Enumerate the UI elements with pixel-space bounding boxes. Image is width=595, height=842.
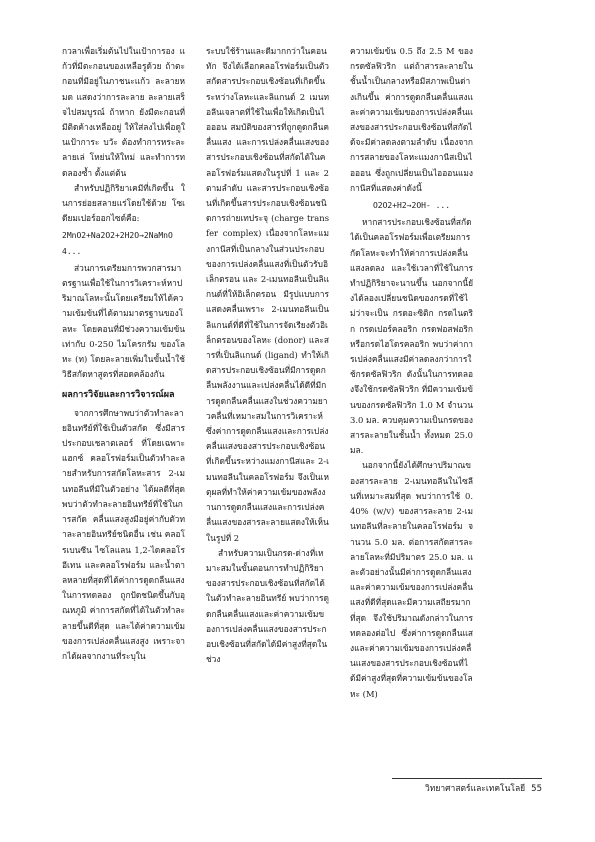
chemical-equation: 2MnO2+Na2O2+2H2O→2NaMnO4... — [62, 231, 173, 256]
paragraph: สำหรับปฏิกิริยาเคมีที่เกิดขึ้น ในการย่อยสลายแร่โดยใช้ด้วย โซเดียมเปอร์ออกไซด์คือ: — [62, 182, 185, 224]
paragraph: ระบบใช้ร้านและดีมากกว่าในคอนทัก จึงได้เลือกคลอโรฟอร์มเป็นตัวสกัดสารประกอบเชิงซ้อนที่เกิดขึ้นระหว่างโลหะและลิแกนด์ 2 เมนทอลีนเจลาตที่ใช้ในเพื่อให้เกิดเป็นไอออน สมบัติของสารที่ถูกดูดกลืนคลื่นแสง และการเปล่งคลื่นแสงของสารประกอบเชิงซ้อนที่สกัดได้ในคลอโรฟอร์มแสดงในรูปที่ 1 และ 2 ตามลำดับ และสารประกอบเชิงซ้อนที่เกิดขึ้นสารประกอบเชิงซ้อนชนิดการถ่ายเทประจุ (charge transfer complex) เนื่องจากโลหะแมงกานีสที่เป็นกลางในส่วนประกอบของการเปล่งคลื่นแสงที่เป็นตัวรับอิเล็กตรอน และ 2-เมนทอลีนเป็นลิแกนด์ที่ให้อิเล็กตรอน มีรูปแบบการแสดงคลื่นเพราะ 2-เมนทอลีนเป็นลิแกนด์ที่ดีที่ใช้ในการจัดเรียงตัวอิเล็กตรอนของโลหะ (donor) และสารที่เป็นลิแกนด์ (ligand) ทำให้เกิดสารประกอบเชิงซ้อนที่มีการดูดกลืนพลังงานและเปล่งคลื่นได้ดีที่มีการดูดกลืนคลื่นแสงในช่วงความยาวคลื่นที่เหมาะสมในการวิเคราะห์ ซึ่งค่าการดูดกลืนแสงและการเปล่งคลื่นแสงของสารประกอบเชิงซ้อนที่เกิดขึ้นระหว่างแมงกานีสและ 2-เมนทอลีนในคลอโรฟอร์ม จึงเป็นเหตุผลที่ทำให้ค่าความเข้มของพลังงานการดูดกลืนแสงและการเปล่งคลื่นแสงของสารละลายแสดงให้เห็นในรูปที่ 2 — [206, 46, 329, 543]
paragraph: หากสารประกอบเชิงซ้อนที่สกัดได้เป็นคลอโรฟอร์มเพื่อเตรียมการกัดโลหะจะทำให้ค่าการเปล่งคลื่นแสงลดลง และใช้เวลาที่ใช้ในการทำปฏิกิริยาจะนานขึ้น นอกจากนี้ยังได้ลองเปลี่ยนชนิดของกรดที่ใช้ไม่ว่าจะเป็น กรดอะซิติก กรดไนตริก กรดเปอร์คลอริก กรดฟอสฟอริก หรือกรดไฮโดรคลอริก พบว่าค่าการเปล่งคลื่นแสงมีค่าลดลงกว่าการใช้กรดซัลฟิวริก ดังนั้นในการทดลองจึงใช้กรดซัลฟิวริก ที่มีความเข้มข้นของกรดซัลฟิวริก 1.0 M จำนวน 3.0 มล. ควบคุมความเป็นกรดของสารละลายในชั้นน้ำ ทั้งหมด 25.0 มล. — [350, 217, 473, 456]
section-heading: ผลการวิจัยและการวิจารณ์ผล — [62, 390, 175, 401]
paragraph: จากการศึกษาพบว่าตัวทำละลายอินทรีย์ที่ใช้เป็นตัวสกัด ซึ่งมีสารประกอบเชลาตเลอร์ ที่โดยเฉพาะ แฮกซ์ คลอโรฟอร์มเป็นตัวทำละลายสำหรับการสกัดโลหะสาร 2-เมนทอลีนที่มีในตัวอย่าง ได้ผลดีที่สุด พบว่าตัวทำละลายอินทรีย์ที่ใช้ในการสกัด คลื่นแสงสูงมีอยู่ค่ากับตัวทำละลายอินทรีย์ชนิดอื่น เช่น คลอโรเบนซีน ไซโลแลน 1,2-ไดคลอโรอีเทน และคลอโรฟอร์ม และน้ำตาลหลายที่สุดที่ได้ค่าการดูดกลืนแสงในการทดลอง ถูกปัดชนิดขึ้นกับอุณหภูมิ ค่าการสกัดที่ได้ในตัวทำละลายขึ้นดีที่สุด และได้ค่าความเข้มของการเปล่งคลื่นแสงสูง เพราะจากได้ผลจากงานที่ระบุใน — [62, 407, 185, 661]
journal-name: วิทยาศาสตร์และเทคโนโลยี — [425, 784, 526, 794]
paragraph: ความเข้มข้น 0.5 ถึง 2.5 M ของกรดซัลฟิวริก แต่ถ้าสารละลายในชั้นน้ำเป็นกลางหรือมีสภาพเป็นด่างเกินขึ้น ค่าการดูดกลืนคลื่นแสงและค่าความเข้มของการเปล่งคลื่นแสงของสารประกอบเชิงซ้อนที่สกัดได้จะมีค่าลดลงตามลำดับ เนื่องจากการสลายของโลหะแมงกานีสเป็นไอออน ซึ่งถูกเปลี่ยนเป็นไอออนแมงกานีสที่แสดงค่าดังนี้ — [350, 46, 473, 193]
page-number: 55 — [531, 784, 542, 794]
chemical-equation: O2O2+H2→2OH- ... — [372, 201, 451, 211]
page-footer — [392, 778, 542, 795]
paragraph: กวลาเพื่อเริ่มต้นไปในเป้าการอง แก้วที่มีตะกอนของเหลือรูด้วย ถ้าตะกอนที่มีอยู่ในภาชนะแก้ว ละลายหมด แสดงว่าการละลาย ละลายเสร็จไปสมบูรณ์ ถ้าหาก ยังมีตะกอนที่มีติดค้างเหลืออยู่ ให้ใส่ลงไปเพื่อดูในเป้าการะ บวัะ ต้องทำการหระละลายเล่ โหย่นให้ใหม่ และทำการทดลองซ้ำ ตั้งแต่ต้น — [62, 46, 185, 178]
paragraph: ส่วนการเตรียมการพวกสารมาตรฐานเพื่อใช้ในการวิเคราะห์หาปริมาณโลหะนั้นโดยเตรียมให้ได้ความเข้มข้นที่ได้ตามมาตรฐานของโลหะ โดยคอนที่มีช่วงความเข้มข้นเท่ากับ 0-250 ไมโครกรัม ของโลหะ (ท) โดยละลายเพิ่มในขั้นน้ำใช้วิธีสกัดหาสูตรที่สอดคล้องกัน — [62, 262, 185, 380]
text-column-2 — [206, 44, 329, 804]
paragraph: นอกจากนี้ยังได้ศึกษาปริมาณของสารละลาย 2-เมนทอลีนในไซลีนที่เหมาะสมที่สุด พบว่าการใช้ 0.40% (w/v) ของสารละลาย 2-เมนทอลีนที่ละลายในคลอโรฟอร์ม จำนวน 5.0 มล. ต่อการสกัดสารละลายโลหะที่มีปริมาตร 25.0 มล. และตัวอย่างนั้นมีค่าการดูดกลืนแสงและค่าความเข้มของการเปล่งคลื่นแสงที่ดีที่สุดและมีความเสถียรมากที่สุด จึงใช้ปริมาณดังกล่าวในการทดลองต่อไป ซึ่งค่าการดูดกลืนแสงและค่าความเข้มของการเปล่งคลื่นแสงของสารประกอบเชิงซ้อนที่ได้มีค่าสูงที่สุดที่ความเข้มข้นของโลหะ (M) — [350, 460, 473, 699]
paragraph: สำหรับความเป็นกรด-ด่างที่เหมาะสมในขั้นตอนการทำปฏิกิริยาของสารประกอบเชิงซ้อนที่สกัดได้ ในตัวทำละลายอินทรีย์ พบว่าการดูดกลืนคลื่นแสงและค่าความเข้มของการเปล่งคลื่นแสงของสารประกอบเชิงซ้อนที่สกัดได้มีค่าสูงที่สุดในช่วง — [206, 547, 329, 665]
text-column-1 — [62, 44, 185, 804]
text-column-3 — [350, 44, 473, 804]
